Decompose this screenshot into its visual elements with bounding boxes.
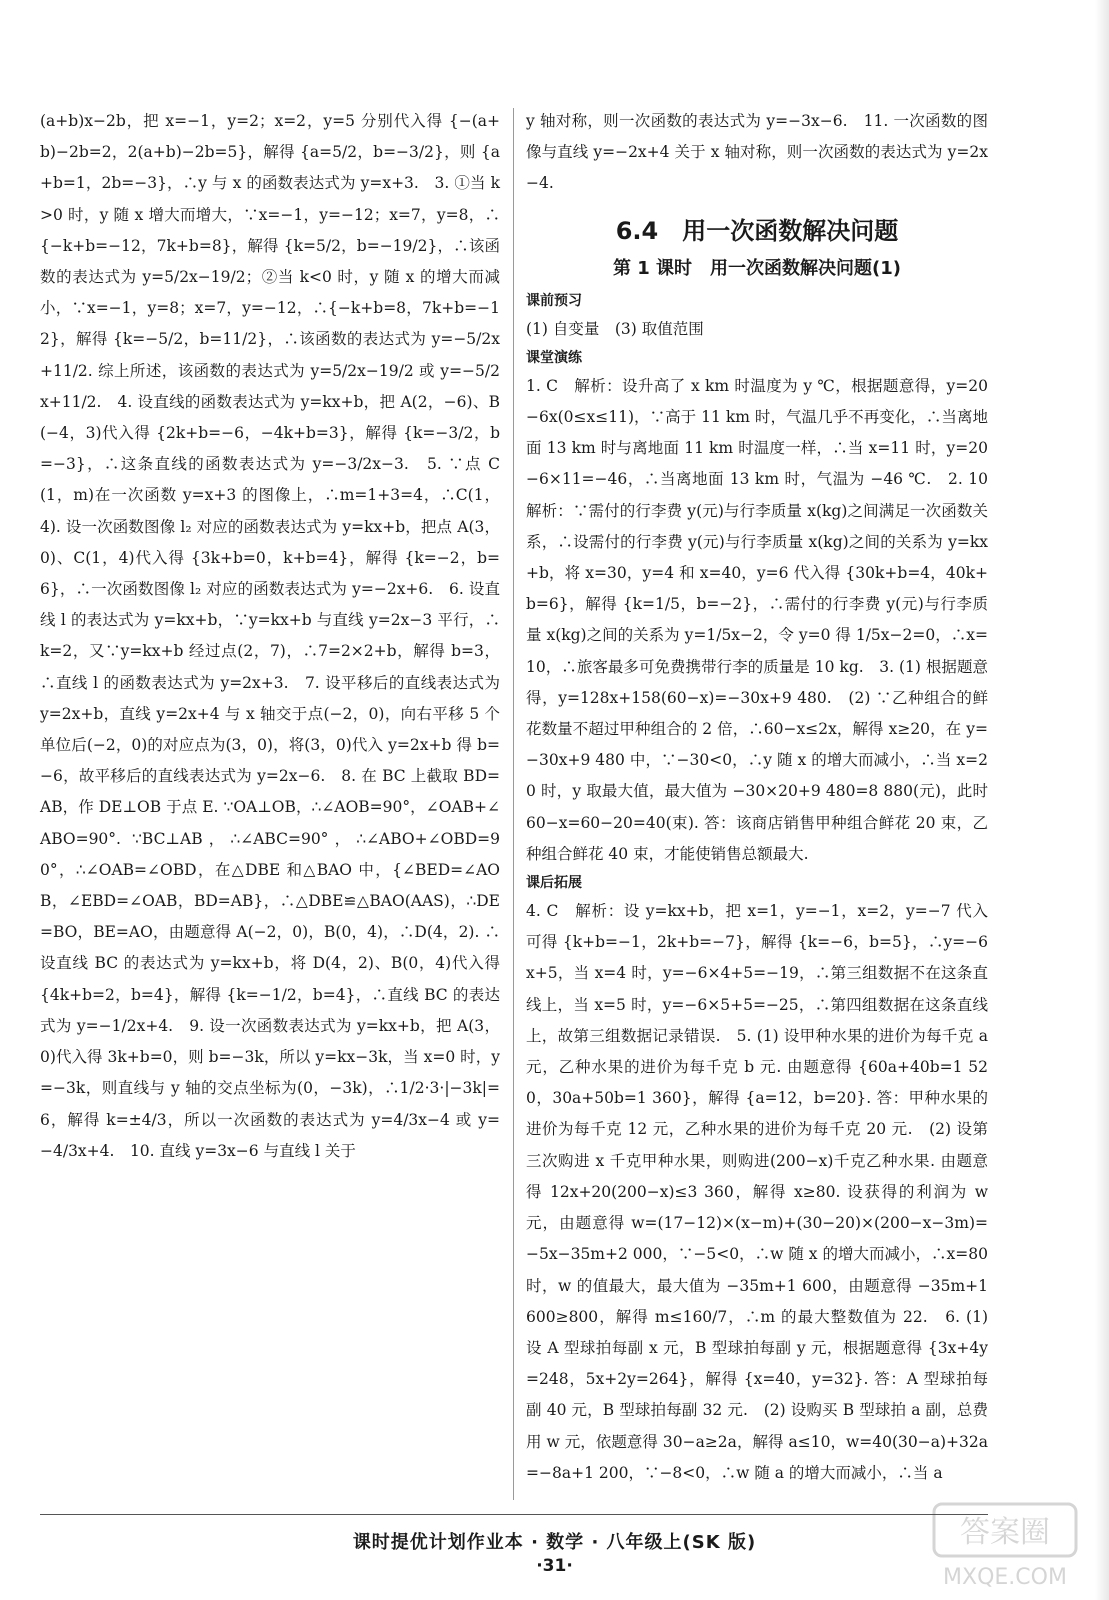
watermark-text: 答案圈 MXQE.COM — [943, 1515, 1067, 1590]
column-divider — [513, 108, 514, 1500]
right-intro-text: y 轴对称，则一次函数的表达式为 y=−3x−6. 11. 一次函数的图像与直线 y=−2x+4 关于 x 轴对称，则一次函数的表达式为 y=2x−4. — [526, 112, 988, 193]
footer-rule — [40, 1514, 988, 1515]
right-column — [526, 106, 1004, 1489]
scan-edge-shadow — [1095, 0, 1109, 1600]
class-practice-text: 1. C 解析：设升高了 x km 时温度为 y ℃，根据题意得，y=20−6x(0≤x≤11)，∵高于 11 km 时，气温几乎不再变化，∴当离地面 13 km 时与离地面 11 km 时温度一样，∴当 x=11 时，y=20−6×11=−46，∴当离地面 13 km 时，气温为 −46 ℃. 2. 10 解析：∵需付的行李费 y(元)与行李质量 x(kg)之间满足一次函数关系，∴设需付的行李费 y(元)与行李质量 x(kg)之间的关系为 y=kx+b，将 x=30，y=4 和 x=40，y=6 代入得 {30k+b=4，40k+b=6}，解得 {k=1/5，b=−2}，∴需付的行李费 y(元)与行李质量 x(kg)之间的关系为 y=1/5x−2，令 y=0 得 1/5x−2=0，∴x=10，∴旅客最多可免费携带行李的质量是 10 kg. 3. (1) 根据题意得，y=128x+158(60−x)=−30x+9 480. (2) ∵乙种组合的鲜花数量不超过甲种组合的 2 倍，∴60−x≤2x，解得 x≥20，在 y=−30x+9 480 中，∵−30<0，∴y 随 x 的增大而减小，∴当 x=20 时，y 取最大值，最大值为 −30×20+9 480=8 880(元)，此时 60−x=60−20=40(束). 答：该商店销售甲种组合鲜花 20 束，乙种组合鲜花 40 束，才能使销售总额最大. — [526, 376, 1004, 863]
lesson-title: 第 1 课时 用一次函数解决问题(1) — [612, 257, 902, 279]
pre-study-text: (1) 自变量 (3) 取值范围 — [526, 319, 704, 338]
footer-title: 课时提优计划作业本 · 数学 · 八年级上(SK 版) — [352, 1532, 757, 1553]
pre-study-heading: 课前预习 — [526, 292, 582, 309]
left-column-text: (a+b)x−2b，把 x=−1，y=2；x=2，y=5 分别代入得 {−(a+b)−2b=2，2(a+b)−2b=5}，解得 {a=5/2，b=−3/2}，则 {a+b=1，2b=−3}，∴y 与 x 的函数表达式为 y=x+3. 3. ①当 k>0 时，y 随 x 增大而增大，∵x=−1，y=−12；x=7，y=8，∴{−k+b=−12，7k+b=8}，解得 {k=5/2，b=−19/2}，∴该函数的表达式为 y=5/2x−19/2；②当 k<0 时，y 随 x 的增大而减小，∵x=−1，y=8；x=7，y=−12，∴{−k+b=8，7k+b=−12}，解得 {k=−5/2，b=11/2}，∴该函数的表达式为 y=−5/2x+11/2. 综上所述，该函数的表达式为 y=5/2x−19/2 或 y=−5/2x+11/2. 4. 设直线的函数表达式为 y=kx+b，把 A(2，−6)、B(−4，3)代入得 {2k+b=−6，−4k+b=3}，解得 {k=−3/2，b=−3}，∴这条直线的函数表达式为 y=−3/2x−3. 5. ∵点 C(1，m)在一次函数 y=x+3 的图像上，∴m=1+3=4，∴C(1，4). 设一次函数图像 l₂ 对应的函数表达式为 y=kx+b，把点 A(3，0)、C(1，4)代入得 {3k+b=0，k+b=4}，解得 {k=−2，b=6}，∴一次函数图像 l₂ 对应的函数表达式为 y=−2x+6. 6. 设直线 l 的表达式为 y=kx+b，∵y=kx+b 与直线 y=2x−3 平行，∴k=2，又∵y=kx+b 经过点(2，7)，∴7=2×2+b，解得 b=3，∴直线 l 的函数表达式为 y=2x+3. 7. 设平移后的直线表达式为 y=2x+b，直线 y=2x+4 与 x 轴交于点(−2，0)，向右平移 5 个单位后(−2，0)的对应点为(3，0)，将(3，0)代入 y=2x+b 得 b=−6，故平移后的直线表达式为 y=2x−6. 8. 在 BC 上截取 BD=AB，作 DE⊥OB 于点 E. ∵OA⊥OB，∴∠AOB=90°，∠OAB+∠ABO=90°. ∵BC⊥AB，∴∠ABC=90°，∴∠ABO+∠OBD=90°，∴∠OAB=∠OBD，在△DBE 和△BAO 中，{∠BED=∠AOB，∠EBD=∠OAB，BD=AB}，∴△DBE≌△BAO(AAS)，∴DE=BO，BE=AO，由题意得 A(−2，0)，B(0，4)，∴D(4，2). ∴设直线 BC 的表达式为 y=kx+b，将 D(4，2)、B(0，4)代入得 {4k+b=2，b=4}，解得 {k=−1/2，b=4}，∴直线 BC 的表达式为 y=−1/2x+4. 9. 设一次函数表达式为 y=kx+b，把 A(3，0)代入得 3k+b=0，则 b=−3k，所以 y=kx−3k，当 x=0 时，y=−3k，则直线与 y 轴的交点坐标为(0，−3k)，∴1/2·3·|−3k|=6，解得 k=±4/3，所以一次函数的表达式为 y=4/3x−4 或 y=−4/3x+4. 10. 直线 y=3x−6 与直线 l 关于 — [40, 112, 500, 1160]
left-column — [40, 106, 500, 1167]
after-class-heading: 课后拓展 — [526, 875, 582, 892]
page-number: ·31· — [536, 1556, 573, 1576]
section-title: 6.4 用一次函数解决问题 — [615, 216, 899, 245]
class-practice-heading: 课堂演练 — [526, 349, 582, 366]
watermark-logo — [930, 1500, 1080, 1590]
after-class-text: 4. C 解析：设 y=kx+b，把 x=1，y=−1，x=2，y=−7 代入可得 {k+b=−1，2k+b=−7}，解得 {k=−6，b=5}，∴y=−6x+5，当 x=4 时，y=−6×4+5=−19，∴第三组数据不在这条直线上，当 x=5 时，y=−6×5+5=−25，∴第四组数据在这条直线上，故第三组数据记录错误. 5. (1) 设甲种水果的进价为每千克 a 元，乙种水果的进价为每千克 b 元. 由题意得 {60a+40b=1 520，30a+50b=1 360}，解得 {a=12，b=20}. 答：甲种水果的进价为每千克 12 元，乙种水果的进价为每千克 20 元. (2) 设第三次购进 x 千克甲种水果，则购进(200−x)千克乙种水果. 由题意得 12x+20(200−x)≤3 360，解得 x≥80. 设获得的利润为 w 元，由题意得 w=(17−12)×(x−m)+(30−20)×(200−x−3m)=−5x−35m+2 000，∵−5<0，∴w 随 x 的增大而减小，∴x=80 时，w 的值最大，最大值为 −35m+1 600，由题意得 −35m+1 600≥800，解得 m≤160/7，∴m 的最大整数值为 22. 6. (1) 设 A 型球拍每副 x 元，B 型球拍每副 y 元，根据题意得 {3x+4y=248，5x+2y=264}，解得 {x=40，y=32}. 答：A 型球拍每副 40 元，B 型球拍每副 32 元. (2) 设购买 B 型球拍 a 副，总费用 w 元，依题意得 30−a≥2a，解得 a≤10，w=40(30−a)+32a=−8a+1 200，∵−8<0，∴w 随 a 的增大而减小，∴当 a — [526, 902, 988, 1482]
